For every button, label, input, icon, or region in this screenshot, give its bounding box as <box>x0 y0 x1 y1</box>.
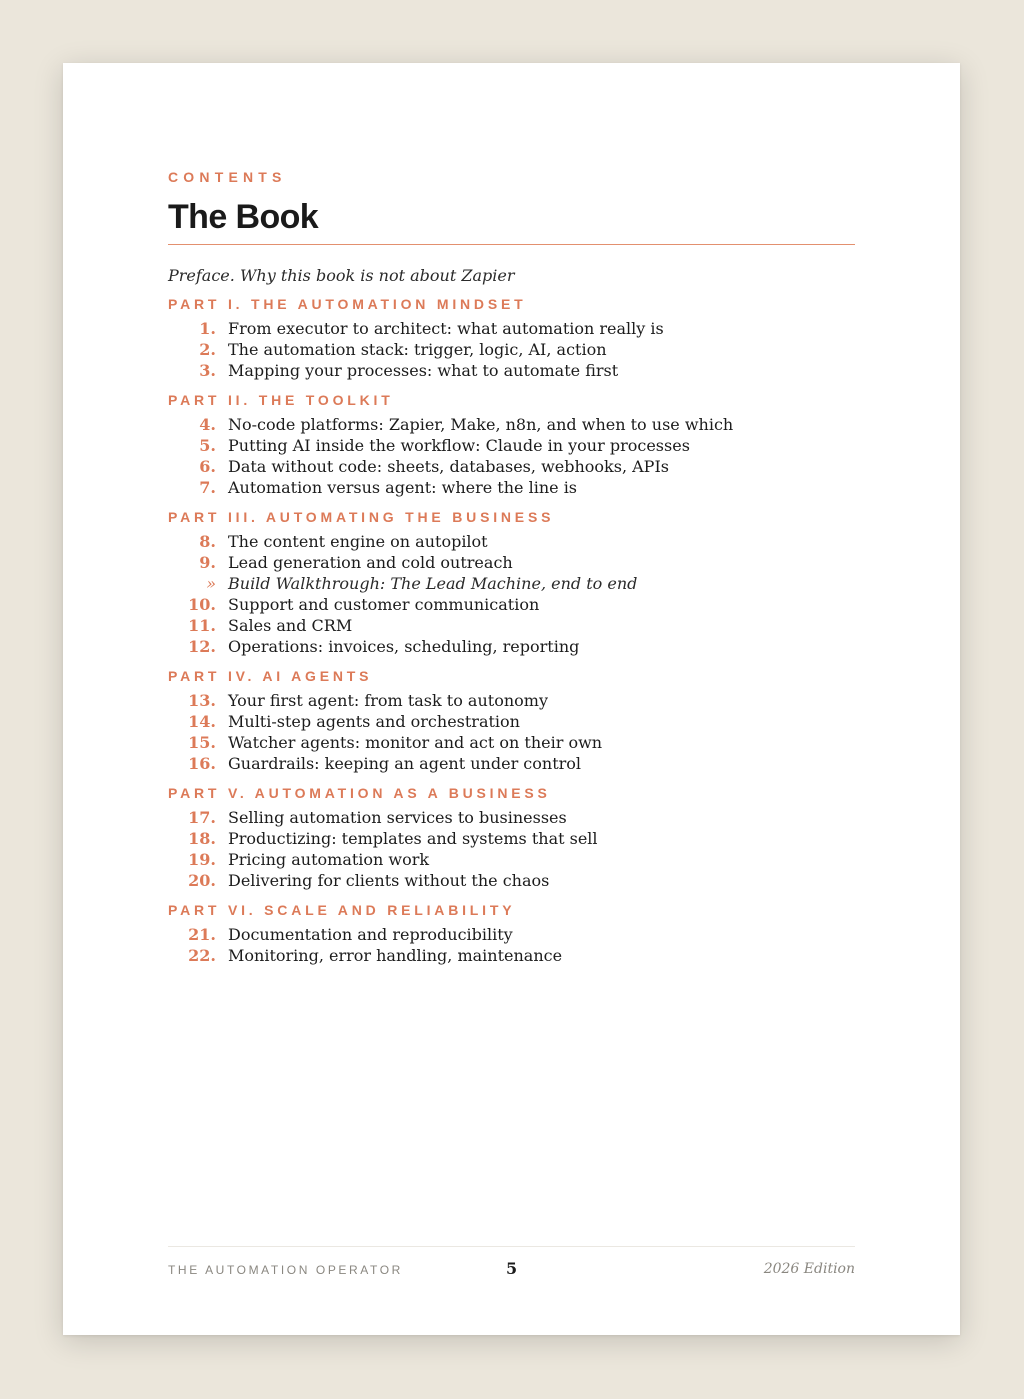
chapter-number: 3. <box>199 361 216 380</box>
chapter-title: The automation stack: trigger, logic, AI, action <box>228 340 607 359</box>
table-of-contents <box>168 265 855 977</box>
chapter-title: Multi-step agents and orchestration <box>228 712 520 731</box>
footer-divider <box>168 1246 855 1247</box>
chapter-entry[interactable] <box>168 552 855 573</box>
chapter-title: Selling automation services to businesses <box>228 808 567 827</box>
chapter-entry[interactable] <box>168 531 855 552</box>
chapter-number: 2. <box>199 340 216 359</box>
toc-part <box>168 902 855 966</box>
chapter-title: Automation versus agent: where the line is <box>228 478 578 497</box>
chapter-title: Your first agent: from task to autonomy <box>228 691 548 710</box>
chapter-title: Build Walkthrough: The Lead Machine, end to end <box>228 574 638 593</box>
page-number: 5 <box>506 1259 518 1278</box>
chapter-title: Mapping your processes: what to automate first <box>228 361 619 380</box>
chapter-number: 6. <box>199 457 216 476</box>
chapter-entry[interactable] <box>168 414 855 435</box>
chapter-title: Productizing: templates and systems that sell <box>228 829 598 848</box>
chapter-entry[interactable] <box>168 435 855 456</box>
chapter-title: Data without code: sheets, databases, webhooks, APIs <box>228 457 669 476</box>
part-title: PART III. AUTOMATING THE BUSINESS <box>168 509 555 525</box>
chapter-entry[interactable] <box>168 753 855 774</box>
chapter-title: No-code platforms: Zapier, Make, n8n, and when to use which <box>228 415 734 434</box>
chapter-title: Monitoring, error handling, maintenance <box>228 946 563 965</box>
chapter-number: 20. <box>188 871 216 890</box>
chapter-number: 12. <box>188 637 216 656</box>
chapter-number: 13. <box>188 691 216 710</box>
chapter-entry[interactable] <box>168 339 855 360</box>
chapter-title: From executor to architect: what automation really is <box>228 319 664 338</box>
toc-part <box>168 392 855 498</box>
chapter-number: 17. <box>188 808 216 827</box>
parts-list <box>168 296 855 966</box>
chapter-entry[interactable] <box>168 849 855 870</box>
chapter-title: Support and customer communication <box>228 595 540 614</box>
chapter-number: 8. <box>199 532 216 551</box>
contents-eyebrow: CONTENTS <box>168 169 287 185</box>
walkthrough-entry[interactable] <box>168 573 855 594</box>
chapter-number: 7. <box>199 478 216 497</box>
chapter-entry[interactable] <box>168 636 855 657</box>
title-divider <box>168 244 855 245</box>
chapter-entry[interactable] <box>168 870 855 891</box>
chapter-title: Watcher agents: monitor and act on their own <box>228 733 603 752</box>
part-title: PART IV. AI AGENTS <box>168 668 373 684</box>
chapter-entry[interactable] <box>168 732 855 753</box>
chapter-number: 9. <box>199 553 216 572</box>
chapter-entry[interactable] <box>168 711 855 732</box>
chapter-entry[interactable] <box>168 945 855 966</box>
chapter-entry[interactable] <box>168 477 855 498</box>
walkthrough-marker: » <box>206 574 216 593</box>
chapter-entry[interactable] <box>168 924 855 945</box>
chapter-number: 15. <box>188 733 216 752</box>
chapter-entry[interactable] <box>168 456 855 477</box>
toc-part <box>168 509 855 657</box>
chapter-title: Operations: invoices, scheduling, reporting <box>228 637 580 656</box>
chapter-number: 11. <box>188 616 216 635</box>
chapter-number: 18. <box>188 829 216 848</box>
chapter-title: Guardrails: keeping an agent under control <box>228 754 582 773</box>
chapter-title: Lead generation and cold outreach <box>228 553 513 572</box>
chapter-title: Putting AI inside the workflow: Claude in your processes <box>228 436 690 455</box>
preface-entry[interactable]: Preface. Why this book is not about Zapier <box>168 266 515 285</box>
chapter-number: 21. <box>188 925 216 944</box>
chapter-entry[interactable] <box>168 594 855 615</box>
toc-part <box>168 785 855 891</box>
chapter-number: 19. <box>188 850 216 869</box>
page-title: The Book <box>168 198 319 236</box>
chapter-number: 5. <box>199 436 216 455</box>
chapter-number: 4. <box>199 415 216 434</box>
chapter-entry[interactable] <box>168 807 855 828</box>
chapter-number: 22. <box>188 946 216 965</box>
chapter-number: 1. <box>199 319 216 338</box>
chapter-entry[interactable] <box>168 615 855 636</box>
book-page <box>63 63 960 1335</box>
chapter-entry[interactable] <box>168 318 855 339</box>
chapter-entry[interactable] <box>168 690 855 711</box>
chapter-title: Documentation and reproducibility <box>228 925 513 944</box>
chapter-entry[interactable] <box>168 360 855 381</box>
toc-part <box>168 668 855 774</box>
part-title: PART I. THE AUTOMATION MINDSET <box>168 296 527 312</box>
chapter-title: Delivering for clients without the chaos <box>228 871 550 890</box>
chapter-number: 14. <box>188 712 216 731</box>
part-title: PART VI. SCALE AND RELIABILITY <box>168 902 516 918</box>
chapter-number: 16. <box>188 754 216 773</box>
chapter-title: Sales and CRM <box>228 616 353 635</box>
part-title: PART II. THE TOOLKIT <box>168 392 394 408</box>
part-title: PART V. AUTOMATION AS A BUSINESS <box>168 785 551 801</box>
footer-edition: 2026 Edition <box>763 1261 855 1277</box>
chapter-title: The content engine on autopilot <box>228 532 488 551</box>
chapter-number: 10. <box>188 595 216 614</box>
chapter-entry[interactable] <box>168 828 855 849</box>
footer-book-title: THE AUTOMATION OPERATOR <box>168 1263 403 1277</box>
chapter-title: Pricing automation work <box>228 850 430 869</box>
toc-part <box>168 296 855 381</box>
